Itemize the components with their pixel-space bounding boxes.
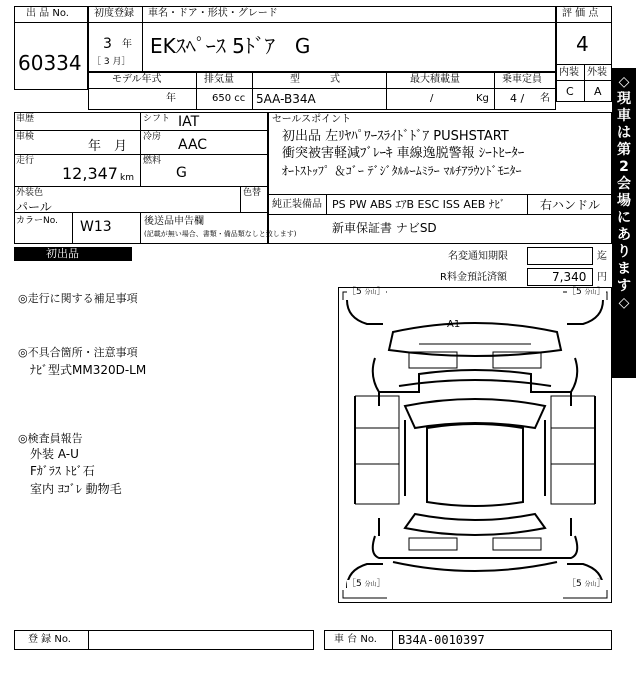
chassis-label: 車 台 No. [334,634,377,645]
inspector-title: ◎検査員報告 [18,432,83,445]
name-change-box [527,247,593,265]
inspector-line-1: 外装 A-U [30,447,79,461]
sales-line-3: ｵｰﾄｽﾄｯﾌﾟ ＆ｺﾞｰ ﾃﾞｼﾞﾀﾙﾙｰﾑﾐﾗｰ ﾏﾙﾁｱﾗｳﾝﾄﾞﾓﾆﾀｰ [282,164,522,178]
inspection-label: 車検 [16,132,35,142]
sales-label: セールスポイント [272,114,352,125]
sidebar-char: は [617,125,631,141]
recycle-value: 7,340 [552,270,587,284]
sales-line-2: 衝突被害軽減ﾌﾞﾚｰｷ 車線逸脱警報 ｼｰﾄﾋｰﾀｰ [282,146,525,161]
fuel-value: G [176,165,187,181]
defect-notes-title: ◎不具合箇所・注意事項 [18,346,138,359]
first-reg-month: ［ 3 月］ [92,57,131,67]
report-label: 後送品申告欄 [144,216,204,227]
max-load-unit: Kg [476,93,489,104]
handle-value: 右ハンドル [540,198,601,212]
capacity-unit: 名 [540,93,550,104]
ac-label: 冷房 [143,132,162,142]
mileage-label: 走行 [16,156,35,166]
sidebar-char: ◇ [618,295,630,311]
tire-fr-tread: ［5 分山］ [567,287,606,297]
model-label: 型 式 [290,74,340,85]
equip-value: PS PW ABS ｴｱB ESC ISS AEB ﾅﾋﾞ [332,198,506,211]
tire-rr-tread: ［5 分山］ [567,579,606,589]
chassis-no: B34A-0010397 [398,633,485,647]
inspector-line-2: Fｶﾞﾗｽ ﾄﾋﾞ石 [30,464,95,478]
model-year-unit: 年 [166,93,176,104]
reg-no-label: 登 録 No. [28,634,71,645]
ext-color-label: 外装色 [16,188,44,198]
sidebar-char: ま [617,261,631,277]
driving-notes-title: ◎走行に関する補足事項 [18,292,138,305]
sidebar-char: り [617,244,631,260]
displacement-value: 650 cc [212,93,246,104]
interior-label: 内装 [559,67,579,78]
capacity-label: 乗車定員 [502,74,542,85]
first-reg-label: 初度登録 [94,8,134,19]
ext-color-value: パール [16,200,52,214]
max-load-label: 最大積載量 [410,74,460,85]
capacity-value: 4 / [510,92,525,105]
sidebar-char: 現 [617,91,631,107]
lot-number: 60334 [18,51,82,75]
tire-rl-tread: ［5 分山］ [347,579,386,589]
name-change-unit: 迄 [597,251,607,262]
report-note: (記載が無い場合、書類・備品類なしと致します) [144,230,297,238]
exterior-score: A [594,85,602,98]
location-sidebar [612,68,636,378]
lot-label: 出 品 No. [26,8,69,19]
first-reg-year: 3 [103,36,112,52]
color-no-label: カラーNo. [16,216,58,226]
tire-fl-tread: ［5 分山］ [347,287,386,297]
sidebar-char: ◇ [618,74,630,90]
equip-label: 純正装備品 [272,199,322,210]
sidebar-char: 場 [617,193,631,209]
sidebar-char: 2 [619,159,629,175]
car-name: EKｽﾍﾟｰｽ 5ﾄﾞｱ G [150,34,311,58]
warranty-value: 新車保証書 ナビSD [332,221,437,235]
car-outline [339,288,611,602]
shift-label: シフト [143,114,171,124]
sidebar-char: す [617,278,631,294]
car-name-label: 車名・ドア・形状・グレード [148,8,278,19]
first-reg-year-unit: 年 [122,39,132,50]
sidebar-char: に [617,210,631,226]
sidebar-char: 車 [617,108,631,124]
model-year-label: モデル年式 [112,74,162,85]
mileage-unit: km [120,173,134,183]
ac-value: AAC [178,137,208,153]
color-no-value: W13 [80,219,112,235]
defect-line-1: ﾅﾋﾞ型式MM320D-LM [30,363,147,377]
recycle-label: R料金預託済額 [440,272,507,283]
name-change-label: 名変通知期限 [448,251,508,262]
score-value: 4 [576,32,589,56]
displacement-label: 排気量 [204,74,234,85]
score-label: 評 価 点 [562,8,599,19]
recycle-unit: 円 [597,272,607,283]
fuel-label: 燃料 [143,156,162,166]
damage-mark-a1: A1 [447,319,461,330]
inspector-line-3: 室内 ﾖｺﾞﾚ 動物毛 [30,482,122,496]
exterior-label: 外装 [587,67,607,78]
sales-line-1: 初出品 左ﾘﾔﾊﾟﾜｰｽﾗｲﾄﾞﾄﾞｱ PUSHSTART [282,129,509,144]
sidebar-char: 会 [617,176,631,192]
mileage-value: 12,347 [62,164,118,183]
sidebar-char: あ [617,227,631,243]
first-listing-text: 初出品 [46,247,79,260]
model-value: 5AA-B34A [256,92,316,106]
inspection-value: 年 月 [88,139,128,154]
interior-score: C [566,85,574,98]
history-label: 車歴 [16,114,35,124]
color-change-label: 色替 [243,188,262,198]
max-load-value: / [430,93,434,104]
sidebar-char: 第 [617,142,631,158]
damage-diagram [338,287,612,603]
shift-value: IAT [178,114,200,130]
